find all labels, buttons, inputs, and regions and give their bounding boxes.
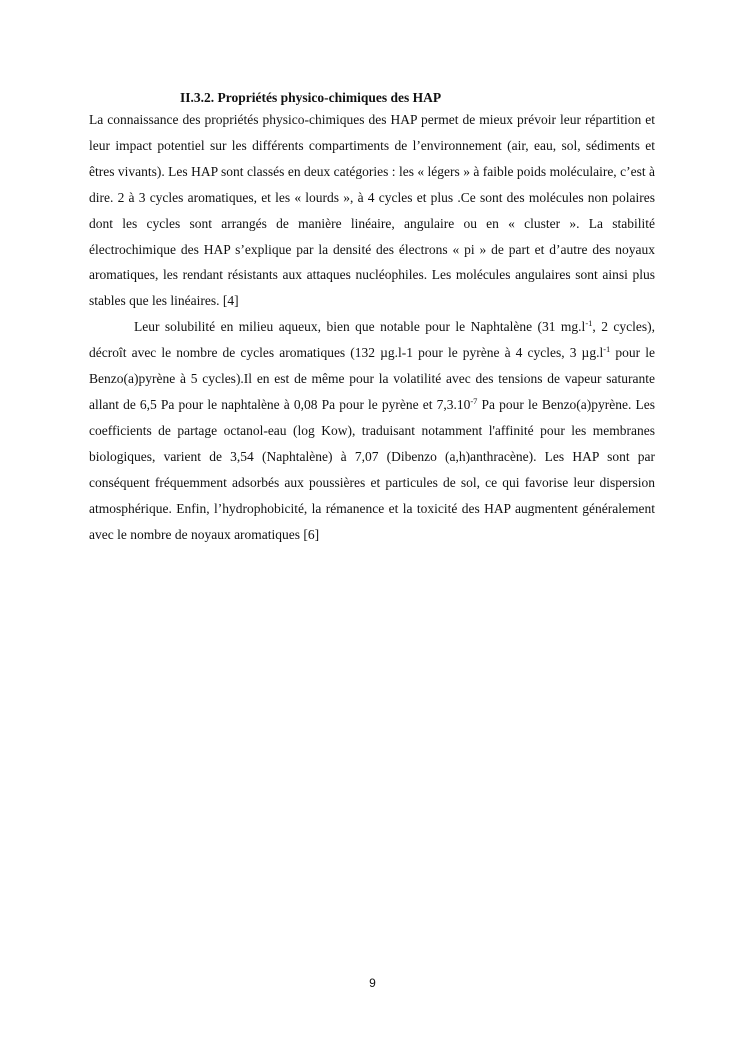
exponent-3: -7 [470,395,478,406]
section-heading: II.3.2. Propriétés physico-chimiques des HAP [180,90,442,105]
section-body [89,107,655,547]
exponent-1: -1 [585,318,593,329]
paragraph-2-part-3: pour le Benzo(a)pyrène à 5 cycles).Il en est de même pour la volatilité avec des tensions de vapeur saturante allant de 6,5 Pa pour le naphtalène à 0,08 Pa pour le pyrène et 7,3.10 [89,345,655,412]
exponent-2: -1 [603,344,611,355]
page-number: 9 [369,976,376,990]
paragraph-2-part-1: Leur solubilité en milieu aqueux, bien que notable pour le Naphtalène (31 mg.l [134,319,586,335]
paragraph-2-part-4: Pa pour le Benzo(a)pyrène. Les coefficients de partage octanol-eau (log Kow), traduisant notamment l'affinité pour les membranes biologiques, varient de 3,54 (Naphtalène) à 7,07 (Dibenzo (a,h)anthracène). Les HAP sont par conséquent fréquemment adsorbés aux poussières et particules de sol, ce qui favorise leur dispersion atmosphérique. Enfin, l’hydrophobicité, la rémanence et la toxicité des HAP augmentent généralement avec le nombre de noyaux aromatiques [6] [89,396,655,542]
paragraph-2 [89,314,655,547]
paragraph-2-part-2: , 2 cycles), décroît avec le nombre de cycles aromatiques (132 µg.l-1 pour le pyrène à 4 cycles, 3 µg.l [89,319,655,361]
paragraph-1: La connaissance des propriétés physico-chimiques des HAP permet de mieux prévoir leur répartition et leur impact potentiel sur les différents compartiments de l’environnement (air, eau, sol, sédiments et êtres vivants). Les HAP sont classés en deux catégories : les « légers » à faible poids moléculaire, c’est à dire. 2 à 3 cycles aromatiques, et les « lourds », à 4 cycles et plus .Ce sont des molécules non polaires dont les cycles sont arrangés de manière linéaire, angulaire ou en « cluster ». La stabilité électrochimique des HAP s’explique par la densité des électrons « pi » de part et d’autre des noyaux aromatiques, les rendant résistants aux attaques nucléophiles. Les molécules angulaires sont ainsi plus stables que les linéaires. [4] [89,112,655,309]
